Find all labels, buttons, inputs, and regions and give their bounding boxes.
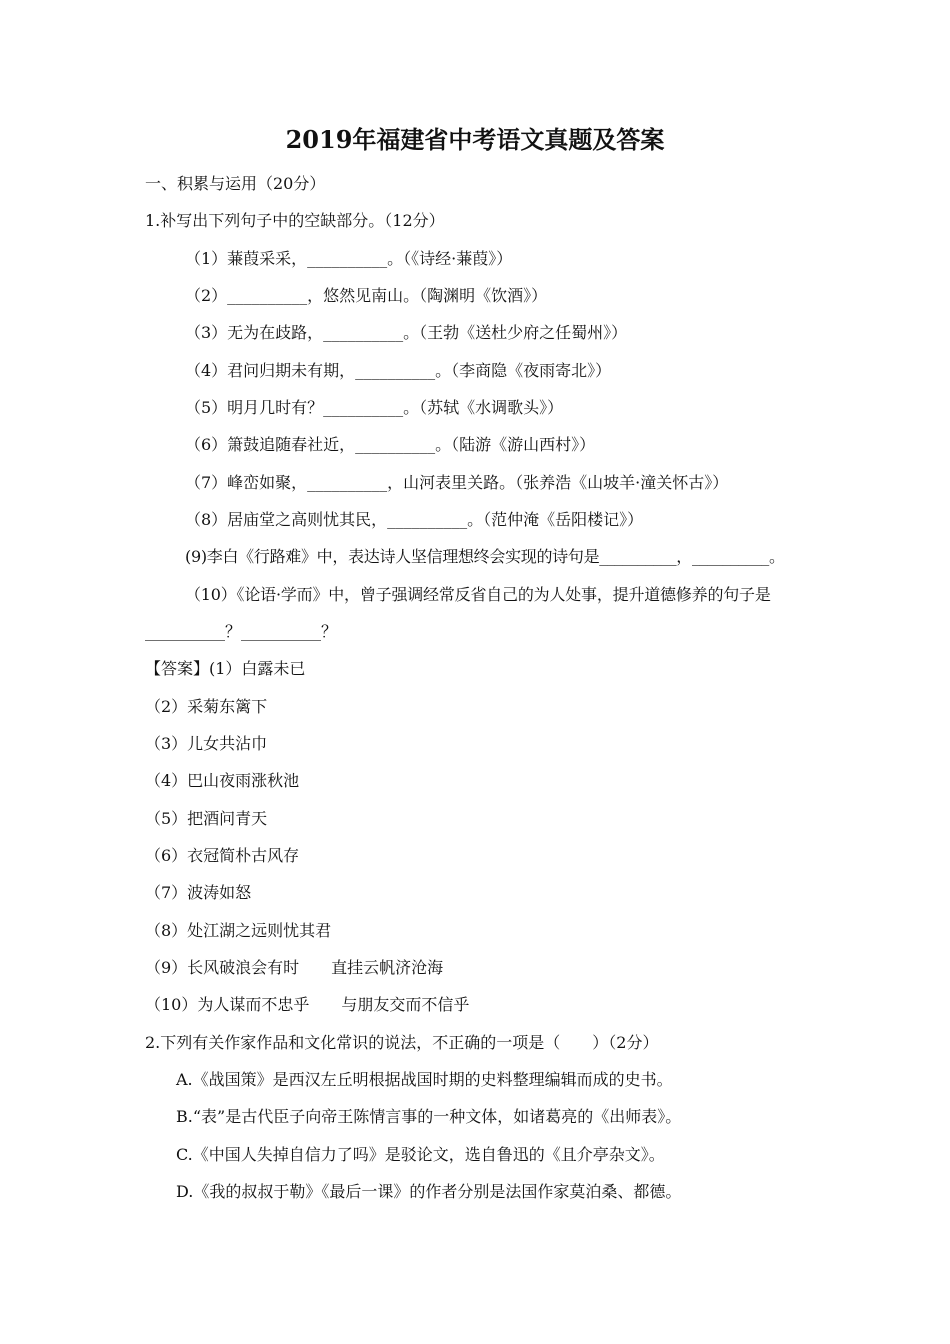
answer-line: （7）波涛如怒: [145, 883, 252, 902]
answer-line: 【答案】(1）白露未已: [145, 659, 306, 678]
answer-line: （2）采菊东篱下: [145, 697, 268, 716]
question-1-item-continuation: __________？__________？: [145, 622, 338, 641]
answer-line: （10）为人谋而不忠乎 与朋友交而不信乎: [145, 995, 470, 1014]
question-1-item: （5）明月几时有？__________。（苏轼《水调歌头》）: [185, 398, 564, 417]
document-title: 2019年福建省中考语文真题及答案: [285, 125, 665, 154]
question-2-prompt: 2.下列有关作家作品和文化常识的说法，不正确的一项是（ ）（2分）: [145, 1033, 659, 1052]
answer-line: （8）处江湖之远则忧其君: [145, 921, 332, 940]
question-2-option-c: C.《中国人失掉自信力了吗》是驳论文，选自鲁迅的《且介亭杂文》。: [176, 1145, 665, 1164]
question-1-item: (9)李白《行路难》中，表达诗人坚信理想终会实现的诗句是__________，__________。: [185, 547, 785, 566]
question-2-option-b: B.“表”是古代臣子向帝王陈情言事的一种文体，如诸葛亮的《出师表》。: [176, 1107, 682, 1126]
question-1-prompt: 1.补写出下列句子中的空缺部分。（12分）: [145, 211, 445, 230]
question-1-item: （6）箫鼓追随春社近，__________。（陆游《游山西村》）: [185, 435, 596, 454]
question-1-item: （1）蒹葭采采，__________。（《诗经·蒹葭》）: [185, 249, 513, 268]
question-1-item: （2）__________，悠然见南山。（陶渊明《饮酒》）: [185, 286, 548, 305]
question-1-item: （7）峰峦如聚，__________，山河表里关路。（张养浩《山坡羊·潼关怀古》）: [185, 473, 729, 492]
answer-line: （6）衣冠简朴古风存: [145, 846, 300, 865]
answer-line: （3）儿女共沾巾: [145, 734, 268, 753]
question-1-item: （4）君问归期未有期，__________。（李商隐《夜雨寄北》）: [185, 361, 612, 380]
question-1-item: （8）居庙堂之高则忧其民，__________。（范仲淹《岳阳楼记》）: [185, 510, 644, 529]
question-1-item: （10）《论语·学而》中，曾子强调经常反省自己的为人处事，提升道德修养的句子是: [185, 585, 771, 604]
question-1-item: （3）无为在歧路，__________。（王勃《送杜少府之任蜀州》）: [185, 323, 628, 342]
question-2-option-d: D.《我的叔叔于勒》《最后一课》的作者分别是法国作家莫泊桑、都德。: [176, 1182, 682, 1201]
answer-line: （9）长风破浪会有时 直挂云帆济沧海: [145, 958, 444, 977]
answer-line: （5）把酒问青天: [145, 809, 268, 828]
question-2-option-a: A.《战国策》是西汉左丘明根据战国时期的史料整理编辑而成的史书。: [176, 1070, 673, 1089]
answer-line: （4）巴山夜雨涨秋池: [145, 771, 300, 790]
section-heading: 一、积累与运用（20分）: [145, 174, 326, 193]
